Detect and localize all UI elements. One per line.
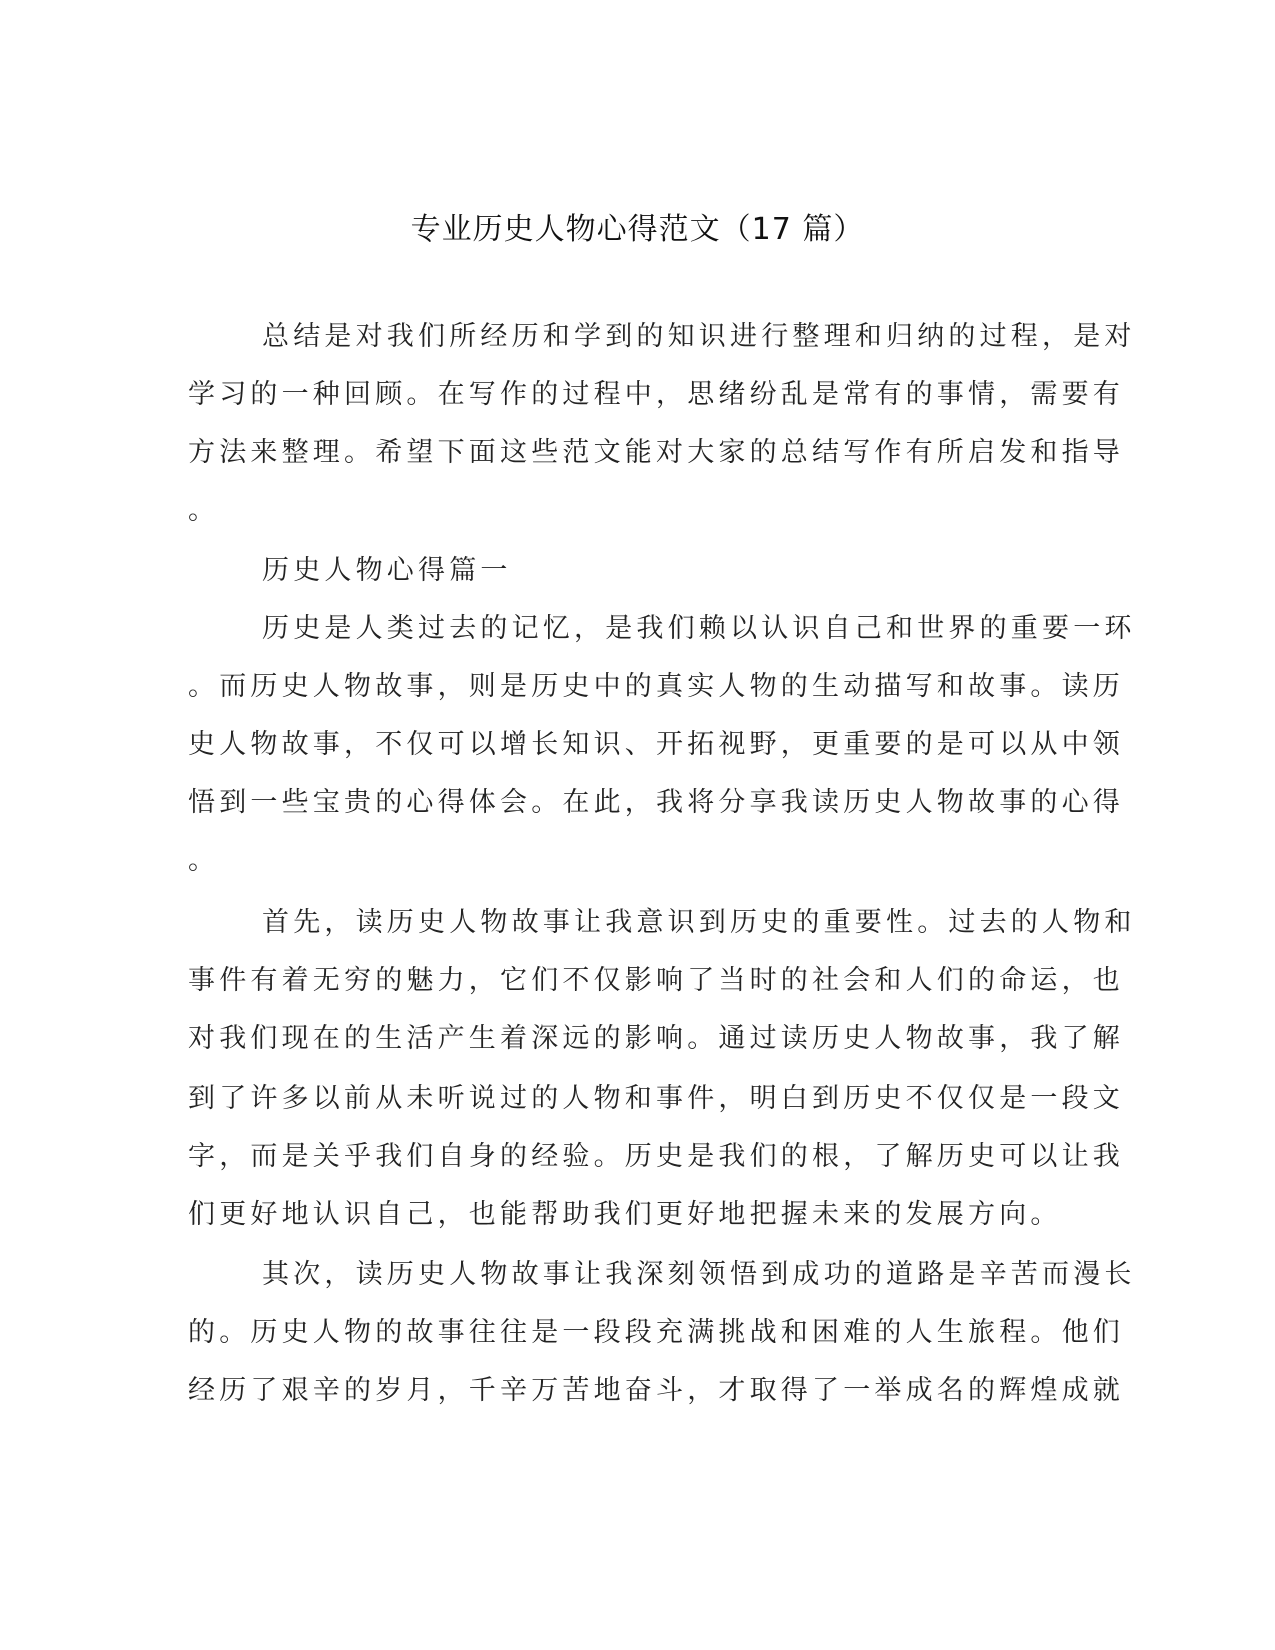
intro-paragraph-line: 方法来整理。希望下面这些范文能对大家的总结写作有所启发和指导 [188, 437, 1124, 468]
paragraph-line: 们更好地认识自己，也能帮助我们更好地把握未来的发展方向。 [188, 1199, 1062, 1230]
paragraph-line: 经历了艰辛的岁月，千辛万苦地奋斗，才取得了一举成名的辉煌成就 [188, 1375, 1124, 1406]
paragraph-line: 其次，读历史人物故事让我深刻领悟到成功的道路是辛苦而漫长 [262, 1259, 1136, 1290]
paragraph-line: 的。历史人物的故事往往是一段段充满挑战和困难的人生旅程。他们 [188, 1317, 1124, 1348]
paragraph-line: 史人物故事，不仅可以增长知识、开拓视野，更重要的是可以从中领 [188, 729, 1124, 760]
paragraph-line: 。 [188, 845, 220, 876]
paragraph-line: 首先，读历史人物故事让我意识到历史的重要性。过去的人物和 [262, 907, 1136, 938]
document-title: 专业历史人物心得范文（17 篇） [410, 212, 865, 247]
intro-paragraph-line: 。 [188, 495, 220, 526]
section-heading: 历史人物心得篇一 [262, 555, 512, 586]
paragraph-line: 悟到一些宝贵的心得体会。在此，我将分享我读历史人物故事的心得 [188, 787, 1124, 818]
paragraph-line: 字，而是关乎我们自身的经验。历史是我们的根，了解历史可以让我 [188, 1141, 1124, 1172]
paragraph-line: 对我们现在的生活产生着深远的影响。通过读历史人物故事，我了解 [188, 1023, 1124, 1054]
paragraph-line: 事件有着无穷的魅力，它们不仅影响了当时的社会和人们的命运，也 [188, 965, 1124, 996]
paragraph-line: 到了许多以前从未听说过的人物和事件，明白到历史不仅仅是一段文 [188, 1083, 1124, 1114]
intro-paragraph-line: 总结是对我们所经历和学到的知识进行整理和归纳的过程，是对 [262, 321, 1136, 352]
intro-paragraph-line: 学习的一种回顾。在写作的过程中，思绪纷乱是常有的事情，需要有 [188, 379, 1124, 410]
paragraph-line: 历史是人类过去的记忆，是我们赖以认识自己和世界的重要一环 [262, 613, 1136, 644]
paragraph-line: 。而历史人物故事，则是历史中的真实人物的生动描写和故事。读历 [188, 671, 1124, 702]
